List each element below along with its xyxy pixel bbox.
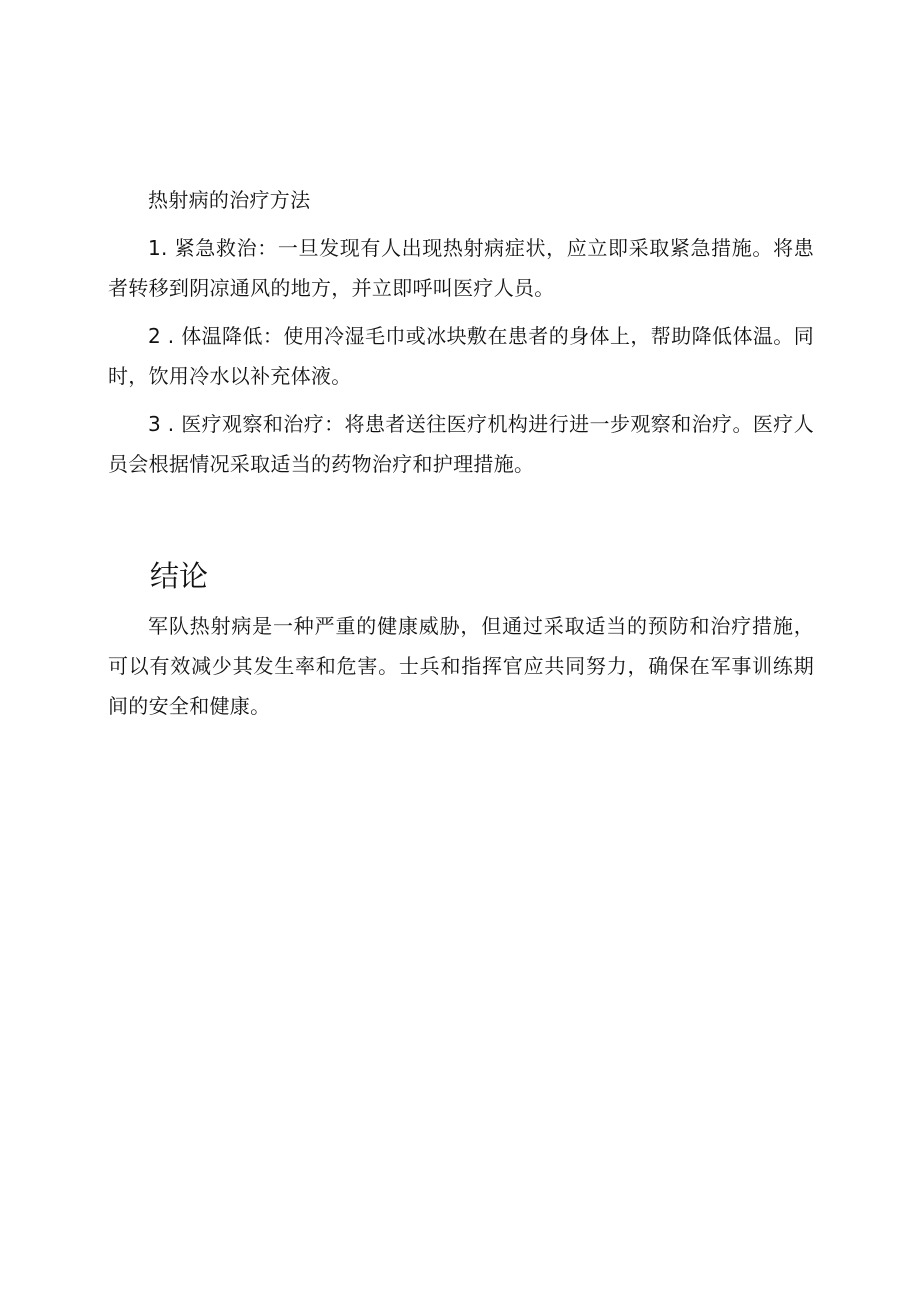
treatment-item-cooling: 2 . 体温降低：使用冷湿毛巾或冰块敷在患者的身体上，帮助降低体温。同时，饮用冷水以补充体液。 bbox=[108, 324, 814, 388]
conclusion-paragraph: 军队热射病是一种严重的健康威胁，但通过采取适当的预防和治疗措施，可以有效减少其发生率和危害。士兵和指挥官应共同努力，确保在军事训练期间的安全和健康。 bbox=[108, 614, 814, 718]
treatment-item-emergency: 1. 紧急救治：一旦发现有人出现热射病症状，应立即采取紧急措施。将患者转移到阴凉通风的地方，并立即呼叫医疗人员。 bbox=[108, 236, 814, 300]
treatment-item-medical-care: 3 . 医疗观察和治疗：将患者送往医疗机构进行进一步观察和治疗。医疗人员会根据情况采取适当的药物治疗和护理措施。 bbox=[108, 412, 814, 476]
document-content bbox=[108, 180, 814, 734]
conclusion-heading: 结论 bbox=[150, 559, 209, 593]
treatment-section-title: 热射病的治疗方法 bbox=[148, 188, 311, 212]
section-spacer bbox=[108, 492, 814, 556]
